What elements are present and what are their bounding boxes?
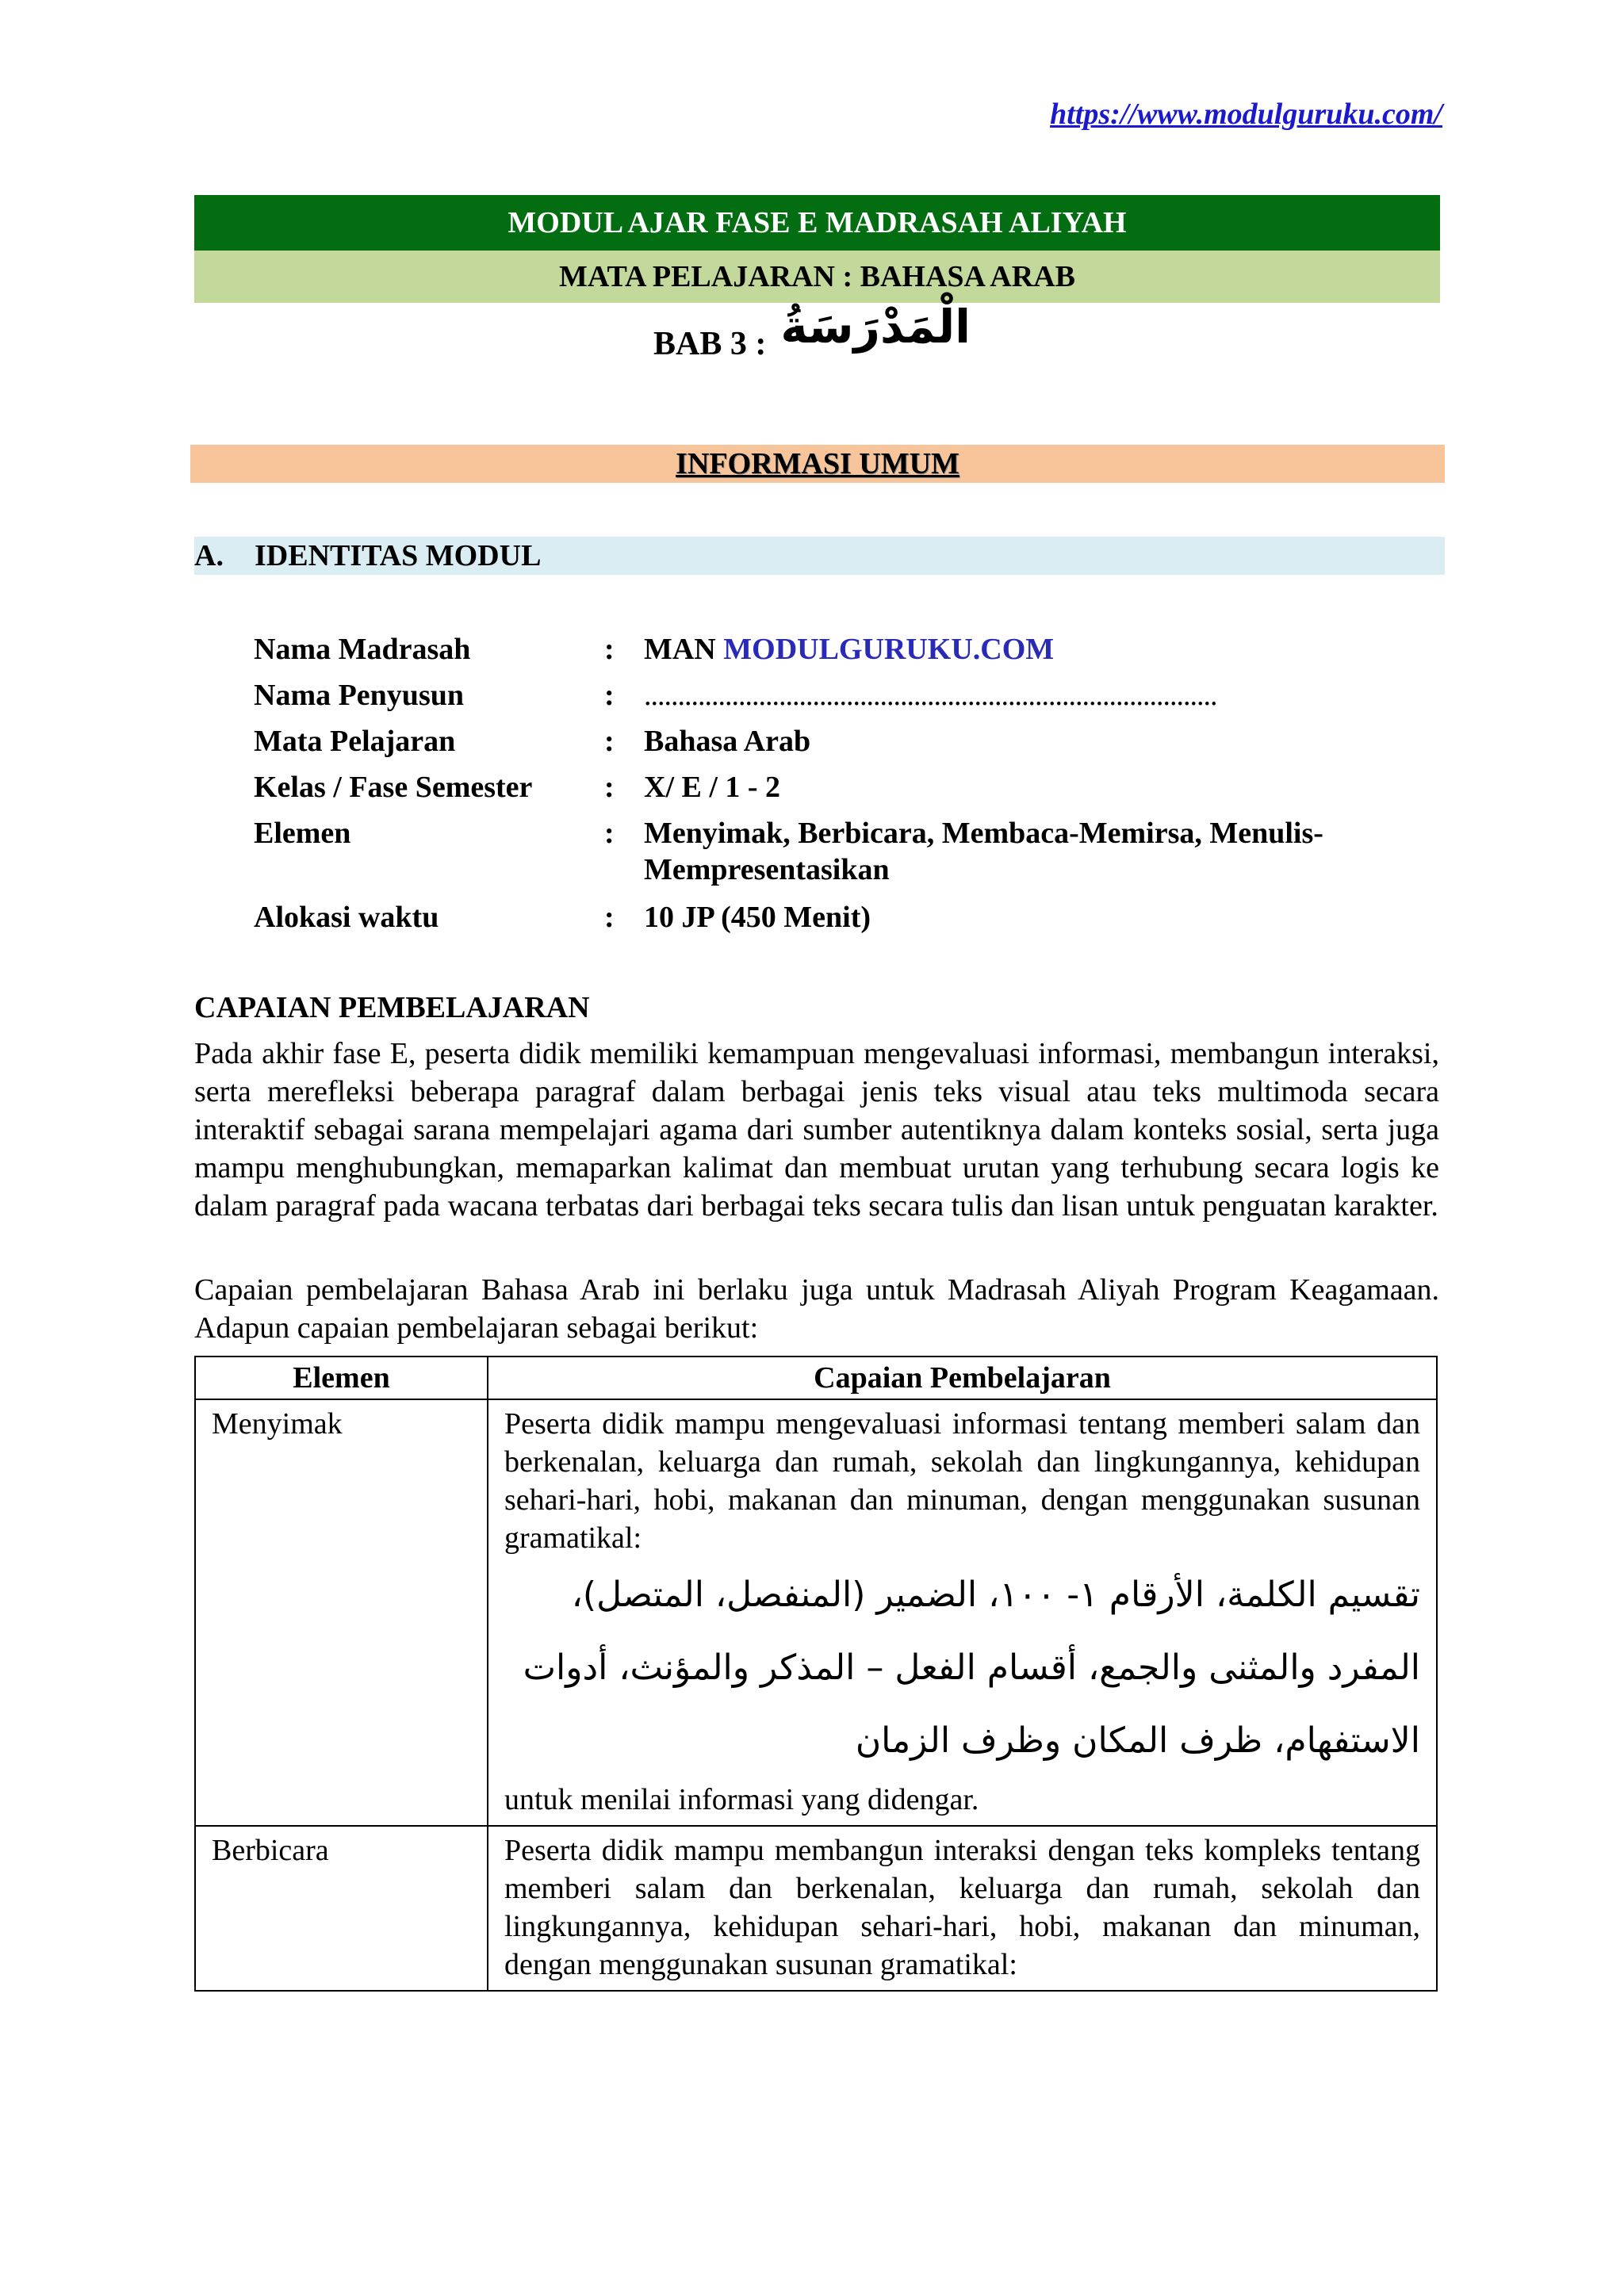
identity-key: Mata Pelajaran [254, 725, 456, 758]
column-header: Capaian Pembelajaran [488, 1357, 1437, 1399]
chapter-arabic-title: الْمَدْرَسَةُ [780, 300, 971, 354]
identity-key: Alokasi waktu [254, 901, 439, 934]
identity-value [644, 631, 1437, 668]
identity-colon: : [604, 679, 615, 712]
table-header-row [195, 1357, 1437, 1399]
identity-value [644, 815, 1437, 888]
arabic-grammar-list: تقسيم الكلمة، الأرقام ١- ١٠٠، الضمير (المنفصل، المتصل)، المفرد والمثنى والجمع، أقسام الفعل – المذكر والمؤنث، أدوات الاستفهام، ظرف المكان وظرف الزمان [523, 1575, 1420, 1761]
table-row [195, 1399, 1437, 1826]
section-a-heading [194, 537, 1445, 575]
identity-value-line1: Menyimak, Berbicara, Membaca-Memirsa, Menulis- [644, 817, 1323, 850]
identity-value: Bahasa Arab [644, 725, 811, 758]
section-number: A. [194, 539, 224, 572]
identity-value-line2: Mempresentasikan [644, 853, 890, 886]
identity-colon: : [604, 633, 615, 666]
identity-key: Nama Madrasah [254, 633, 471, 666]
school-name: MODULGURUKU.COM [723, 633, 1055, 666]
chapter-label: BAB 3 : [653, 326, 767, 362]
capaian-text: Peserta didik mampu mengevaluasi informasi tentang memberi salam dan berkenalan, keluarga dan rumah, sekolah dan lingkungannya, kehidupan sehari-hari, hobi, makanan dan minuman, dengan menggunakan susunan gramatikal: [504, 1407, 1420, 1555]
chapter-title [0, 300, 1624, 412]
column-header: Elemen [195, 1357, 488, 1399]
identity-key: Kelas / Fase Semester [254, 771, 533, 804]
website-link[interactable]: https://www.modulguruku.com/ [1050, 98, 1442, 131]
identity-key: Nama Penyusun [254, 679, 464, 712]
element-cell: Berbicara [195, 1826, 488, 1991]
table-row [195, 1826, 1437, 1991]
info-banner: INFORMASI UMUM [190, 445, 1445, 483]
capaian-table [194, 1356, 1438, 1992]
capaian-closing: untuk menilai informasi yang didengar. [504, 1783, 979, 1816]
section-title: IDENTITAS MODUL [255, 539, 542, 572]
identity-colon: : [604, 725, 615, 758]
identity-key: Elemen [254, 817, 351, 850]
capaian-cell [488, 1826, 1437, 1991]
capaian-paragraph: Pada akhir fase E, peserta didik memiliki kemampuan mengevaluasi informasi, membangun interaksi, serta merefleksi beberapa paragraf dalam berbagai jenis teks visual atau teks multimoda secara interaktif sebagai sarana mempelajari agama dari sumber autentiknya dalam konteks sosial, serta juga mampu menghubungkan, memaparkan kalimat dan membuat urutan yang terhubung secara logis ke dalam paragraf pada wacana terbatas dari berbagai teks secara tulis dan lisan untuk penguatan karakter. [194, 1037, 1439, 1223]
module-title-banner: MODUL AJAR FASE E MADRASAH ALIYAH [194, 195, 1440, 251]
identity-colon: : [604, 901, 615, 934]
element-cell: Menyimak [195, 1399, 488, 1826]
identity-colon: : [604, 817, 615, 850]
capaian-paragraph: Capaian pembelajaran Bahasa Arab ini berlaku juga untuk Madrasah Aliyah Program Keagamaan. Adapun capaian pembelajaran sebagai berikut: [194, 1273, 1439, 1345]
identity-value: 10 JP (450 Menit) [644, 901, 871, 934]
capaian-heading: CAPAIAN PEMBELAJARAN [194, 991, 590, 1024]
identity-value: X/ E / 1 - 2 [644, 771, 781, 804]
capaian-cell [488, 1399, 1437, 1826]
subject-banner: MATA PELAJARAN : BAHASA ARAB [194, 251, 1440, 303]
identity-value: ..................................................................................... [644, 679, 1217, 712]
identity-value-prefix: MAN [644, 633, 716, 666]
capaian-text: Peserta didik mampu membangun interaksi dengan teks kompleks tentang memberi salam dan berkenalan, keluarga dan rumah, sekolah dan lingkungannya, kehidupan sehari-hari, hobi, makanan dan minuman, dengan menggunakan susunan gramatikal: [504, 1834, 1420, 1981]
identity-colon: : [604, 771, 615, 804]
